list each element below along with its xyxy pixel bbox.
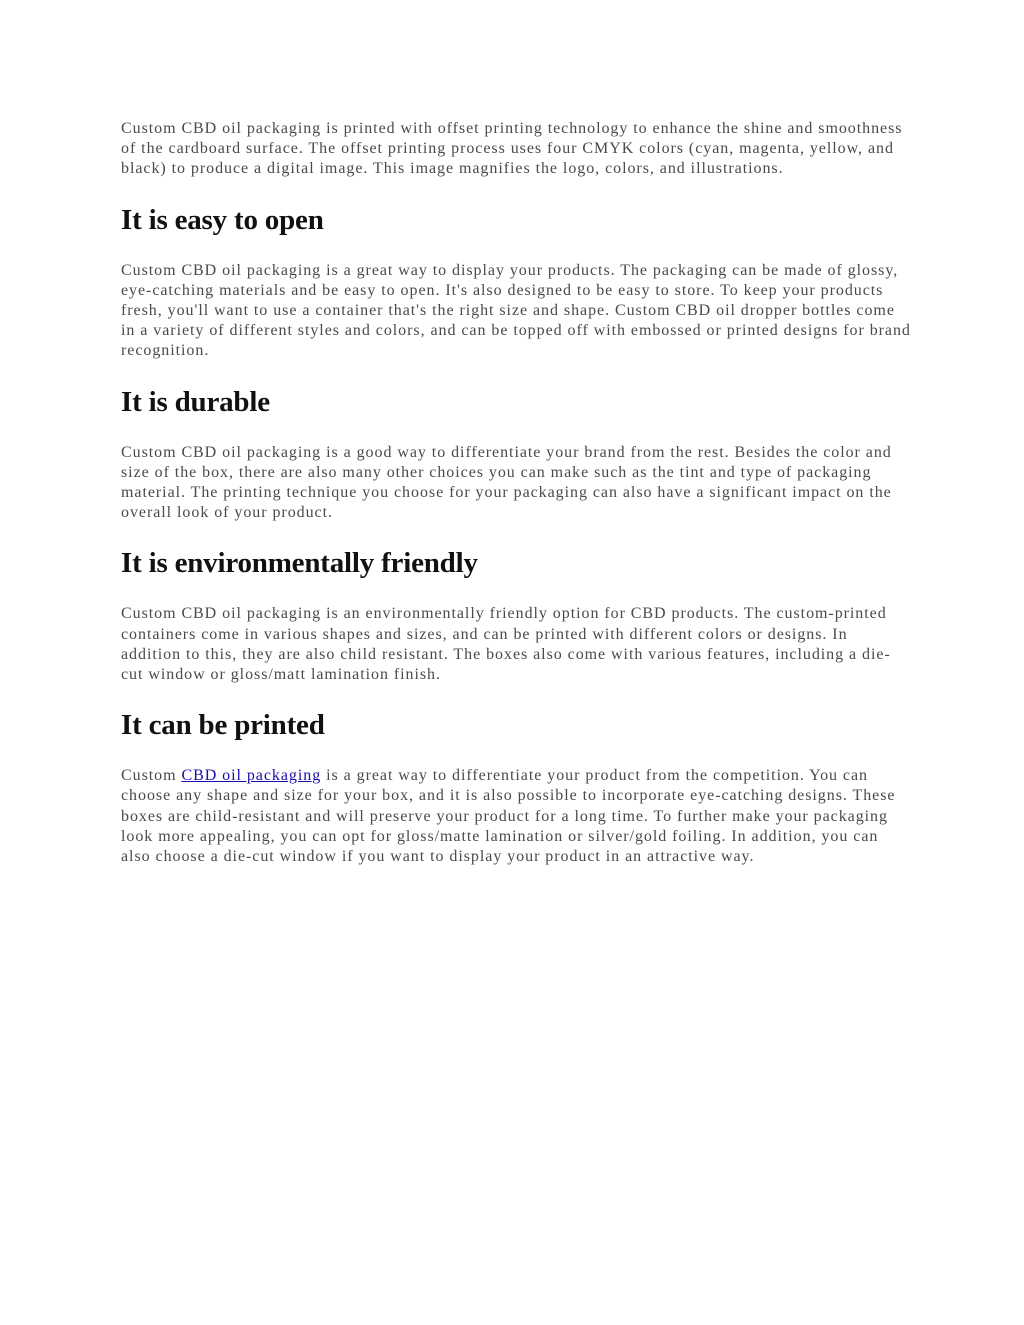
cbd-oil-packaging-link[interactable]: CBD oil packaging — [181, 767, 322, 785]
heading-can-be-printed: It can be printed — [121, 709, 325, 742]
heading-easy-to-open: It is easy to open — [121, 203, 324, 236]
intro-paragraph: Custom CBD oil packaging is printed with offset printing technology to enhance the shine and smoothness of the cardboard surface. The offset printing process uses four CMYK colors (cyan, magenta, yellow, and black) to produce a digital image. This image magnifies the logo, colors, and illustrations. — [121, 120, 903, 178]
paragraph-suffix: is a great way to differentiate your product from the competition. You can choose any shape and size for your box, and it is also possible to incorporate eye-catching designs. These boxes are child-resistant and will preserve your product for a long time. To further make your packaging look more appealing, you can opt for gloss/matte lamination or silver/gold foiling. In addition, you can also choose a die-cut window if you want to display your product in an attractive way. — [121, 767, 896, 866]
heading-durable: It is durable — [121, 385, 270, 418]
paragraph-can-be-printed — [121, 766, 911, 867]
paragraph-durable: Custom CBD oil packaging is a good way to differentiate your brand from the rest. Besides the color and size of the box, there are also many other choices you can make such as the tint and type of packaging material. The printing technique you choose for your packaging can also have a significant impact on the overall look of your product. — [121, 443, 892, 522]
paragraph-easy-to-open: Custom CBD oil packaging is a great way to display your products. The packaging can be made of glossy, eye-catching materials and be easy to open. It's also designed to be easy to store. To keep your products fresh, you'll want to use a container that's the right size and shape. Custom CBD oil dropper bottles come in a variety of different styles and colors, and can be topped off with embossed or printed designs for brand recognition. — [121, 261, 911, 360]
document-page — [121, 119, 911, 867]
paragraph-prefix: Custom — [121, 767, 182, 785]
paragraph-environmentally-friendly: Custom CBD oil packaging is an environmentally friendly option for CBD products. The custom-printed containers come in various shapes and sizes, and can be printed with different colors or designs. In addition to this, they are also child resistant. The boxes also come with various features, including a die-cut window or gloss/matt lamination finish. — [121, 605, 891, 684]
heading-environmentally-friendly: It is environmentally friendly — [121, 547, 478, 580]
